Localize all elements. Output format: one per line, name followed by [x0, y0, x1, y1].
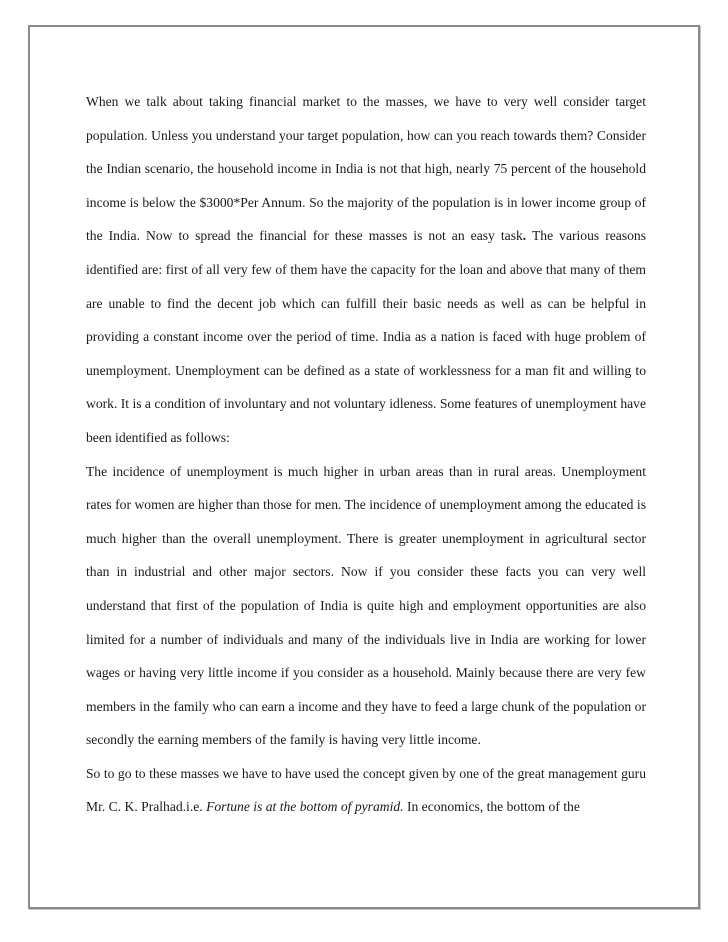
paragraph-1	[86, 85, 646, 455]
paragraph-3-text-a: So to go to these masses we have to have used the concept given by one of the great management guru Mr. C. K. Pralhad.i.e.	[86, 765, 646, 815]
paragraph-1-bold-period: .	[522, 228, 527, 244]
paragraph-1-text-a: When we talk about taking financial market to the masses, we have to very well consider target population. Unless you understand your target population, how can you reach towards them? Consider the Indian scenario, the household income in India is not that high, nearly 75 percent of the household income is below the $3000*Per Annum. So the majority of the population is in lower income group of the India. Now to spread the financial for these masses is not an easy task	[86, 94, 646, 244]
paragraph-3-italic-quote: Fortune is at the bottom of pyramid.	[206, 799, 404, 815]
paragraph-2	[86, 455, 646, 757]
paragraph-3-text-b: In economics, the bottom of the	[403, 799, 580, 815]
paragraph-2-text: The incidence of unemployment is much higher in urban areas than in rural areas. Unemployment rates for women are higher than those for men. The incidence of unemployment among the educated is much higher than the overall unemployment. There is greater unemployment in agricultural sector than in industrial and other major sectors. Now if you consider these facts you can very well understand that first of the population of India is quite high and employment opportunities are also limited for a number of individuals and many of the individuals live in India are working for lower wages or having very little income if you consider as a household. Mainly because there are very few members in the family who can earn a income and they have to feed a large chunk of the population or secondly the earning members of the family is having very little income.	[86, 463, 646, 748]
paragraph-1-text-b: The various reasons identified are: first of all very few of them have the capacity for the loan and above that many of them are unable to find the decent job which can fulfill their basic needs as well as can be helpful in providing a constant income over the period of time. India as a nation is faced with huge problem of unemployment. Unemployment can be defined as a state of worklessness for a man fit and willing to work. It is a condition of involuntary and not voluntary idleness. Some features of unemployment have been identified as follows:	[86, 228, 646, 445]
paragraph-3	[86, 757, 646, 824]
document-page	[28, 25, 700, 909]
document-body	[86, 85, 646, 824]
